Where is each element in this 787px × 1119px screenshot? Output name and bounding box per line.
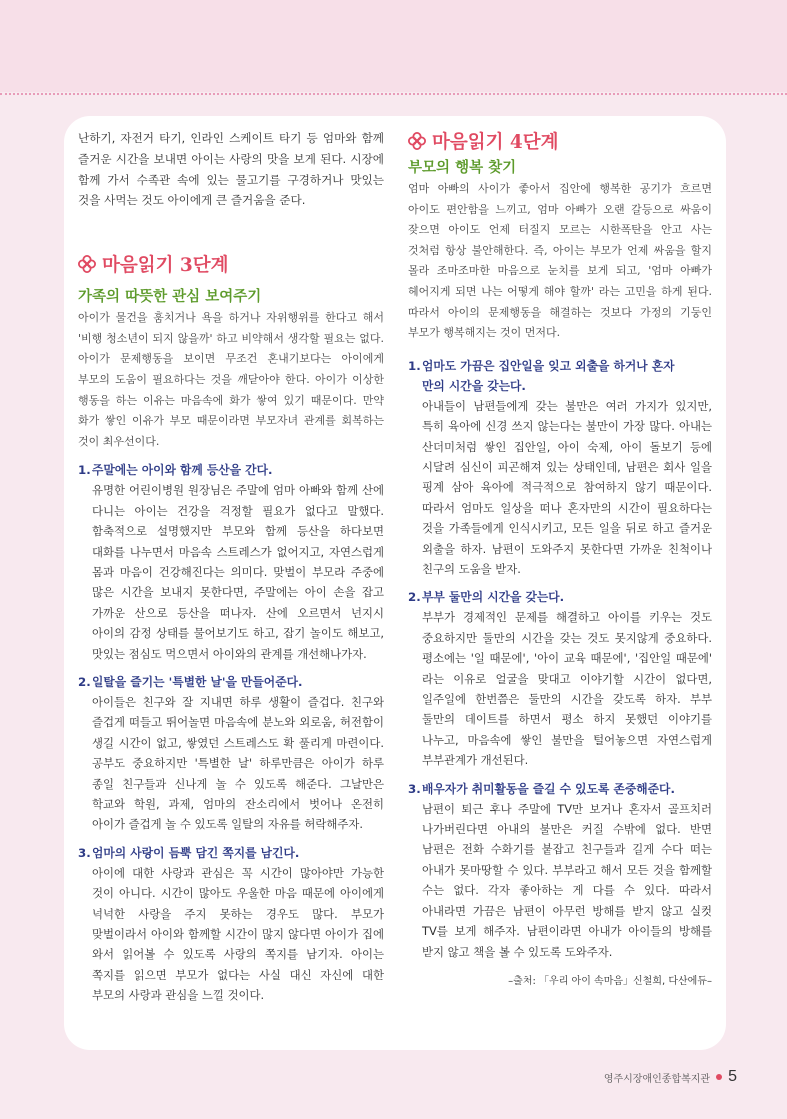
item-number: 2. xyxy=(408,590,421,605)
item-heading xyxy=(78,460,384,480)
organization-name: 영주시장애인종합복지관 xyxy=(603,1073,711,1085)
stage3-heading xyxy=(78,251,384,277)
stage3-subtitle: 가족의 따뜻한 관심 보여주기 xyxy=(78,289,262,306)
item-heading-text: 부부 둘만의 시간을 갖는다. xyxy=(422,590,565,605)
stage4-body: 엄마 아빠의 사이가 좋아서 집안에 행복한 공기가 흐르면 아이도 편안함을 느끼고, 엄마 아빠가 오랜 갈등으로 싸움이 잦으면 아이도 언제 터질지 모르는 시한폭탄을 안고 사는 것처럼 항상 불안해한다. 즉, 아이는 부모가 언제 싸움을 할지 몰라 조마조마한 마음으로 눈치를 보게 되고, '엄마 아빠가 헤어지게 되면 나는 어떻게 해야 할까' 라는 고민을 하게 된다. 따라서 아이의 문제행동을 해결하는 것보다 가정의 기둥인 부모가 행복해지는 것이 먼저다. xyxy=(408,182,712,340)
flower-icon xyxy=(408,132,426,150)
item-number: 3. xyxy=(408,781,421,796)
page-footer xyxy=(604,1068,737,1086)
source-citation: –출처: 「우리 아이 속마음」신철희, 다산에듀– xyxy=(508,975,712,987)
intro-paragraph: 난하기, 자전거 타기, 인라인 스케이트 타기 등 엄마와 함께 즐거운 시간을 보내면 아이는 사랑의 맛을 보게 된다. 시장에 함께 가서 수족관 속에 있는 물고기를 구경하거나 맛있는 것을 사먹는 것도 아이에게 큰 즐거움을 준다. xyxy=(78,131,384,208)
left-column xyxy=(78,128,384,1006)
right-column xyxy=(408,128,712,987)
item-heading-text: 주말에는 아이와 함께 등산을 간다. xyxy=(92,463,273,478)
item-number: 3. xyxy=(78,845,91,860)
list-item xyxy=(78,672,384,835)
stage4-title: 마음읽기 4단계 xyxy=(432,132,559,153)
list-item xyxy=(78,843,384,1006)
item-body: 부부가 경제적인 문제를 해결하고 아이를 키우는 것도 중요하지만 둘만의 시간을 갖는 것도 못지않게 중요하다. 평소에는 '일 때문에', '아이 교육 때문에', '집안일 때문에' 라는 이유로 얼굴을 맞대고 이야기할 시간이 없다면, 일주일에 한번쯤은 둘만의 시간을 갖도록 하자. 부부 둘만의 데이트를 하면서 평소 하지 못했던 이야기를 나누고, 마음속에 쌓인 불만을 털어놓으면 자연스럽게 부부관계가 개선된다. xyxy=(422,610,712,768)
item-number: 1. xyxy=(408,358,421,373)
item-number: 2. xyxy=(78,675,91,689)
page-number: 5 xyxy=(728,1068,737,1085)
item-body: 남편이 퇴근 후나 주말에 TV만 보거나 혼자서 골프치러 나가버린다면 아내의 불만은 커질 수밖에 없다. 반면 남편은 전화 수화기를 붙잡고 친구들과 길게 수다 떠는 아내가 못마땅할 수 있다. 부부라고 해서 모든 것을 함께할 수는 없다. 각자 좋아하는 게 다를 수 있다. 따라서 아내라면 가끔은 남편이 아무런 방해를 받지 않고 실컷 TV를 보게 해주자. 남편이라면 아내가 아이들의 방해를 받지 않고 책을 볼 수 있도록 도와주자. xyxy=(422,801,712,959)
list-item xyxy=(78,460,384,664)
stage3-body: 아이가 물건을 훔치거나 욕을 하거나 자위행위를 한다고 해서 '비행 청소년이 되지 않을까' 하고 비약해서 생각할 필요는 없다. 아이가 문제행동을 보이면 무조건 혼내기보다는 아이에게 부모의 도움이 필요하다는 것을 깨닫아야 한다. 아이가 이상한 행동을 하는 이유는 마음속에 화가 쌓여 있기 때문이다. 만약 화가 쌓인 이유가 부모 때문이라면 부모자녀 관계를 회복하는 것이 최우선이다. xyxy=(78,311,384,448)
item-heading xyxy=(408,779,712,799)
stage4-subtitle: 부모의 행복 찾기 xyxy=(408,160,517,176)
item-heading-text: 일탈을 즐기는 '특별한 날'을 만들어준다. xyxy=(92,675,303,689)
item-body: 아내들이 남편들에게 갖는 불만은 여러 가지가 있지만, 특히 육아에 신경 쓰지 않는다는 불만이 가장 많다. 아내는 산더미처럼 쌓인 집안일, 아이 숙제, 아이 돌보기 등에 시달려 심신이 피곤해져 있는 상태인데, 남편은 회사 일을 핑계 삼아 육아에 적극적으로 참여하지 않기 때문이다. 따라서 엄마도 일상을 떠나 혼자만의 시간이 필요하다는 것을 가족들에게 인식시키고, 모든 일을 뒤로 하고 즐거운 외출을 하자. 남편이 도와주지 못한다면 가까운 친척이나 친구의 도움을 받자. xyxy=(422,398,712,576)
item-heading xyxy=(408,587,712,607)
item-heading xyxy=(78,843,384,863)
item-heading xyxy=(408,356,712,376)
item-number: 1. xyxy=(78,463,91,478)
item-body: 아이에 대한 사랑과 관심은 꼭 시간이 많아야만 가능한 것이 아니다. 시간이 많아도 우울한 마음 때문에 아이에게 넉넉한 사랑을 주지 못하는 경우도 많다. 부모가 맞벌이라서 아이와 함께할 시간이 많지 않다면 아이가 집에 와서 읽어볼 수 있도록 사랑의 쪽지를 남기자. 아이는 쪽지를 읽으면 부모가 없다는 사실 대신 자신에 대한 부모의 사랑과 관심을 느낄 것이다. xyxy=(92,865,384,1003)
item-heading-text: 엄마도 가끔은 집안일을 잊고 외출을 하거나 혼자 xyxy=(422,358,675,373)
item-body: 아이들은 친구와 잘 지내면 하루 생활이 즐겁다. 친구와 즐겁게 떠들고 뛰어놀면 마음속에 분노와 외로움, 허전함이 생길 시간이 없고, 쌓였던 스트레스도 확 풀리게 마련이다. 공부도 중요하지만 '특별한 날' 하루만큼은 아이가 하루 종일 친구들과 신나게 놀 수 있도록 해준다. 그날만은 학교와 학원, 과제, 엄마의 잔소리에서 벗어나 온전히 아이가 즐겁게 놀 수 있도록 일탈의 자유를 허락해주자. xyxy=(92,695,384,832)
top-banner xyxy=(0,0,787,92)
stage4-heading xyxy=(408,128,712,154)
list-item xyxy=(408,779,712,962)
item-heading-text: 배우자가 취미활동을 즐길 수 있도록 존중해준다. xyxy=(422,781,675,796)
list-item xyxy=(408,356,712,580)
item-body: 유명한 어린이병원 원장님은 주말에 엄마 아빠와 함께 산에 다니는 아이는 건강을 걱정할 필요가 없다고 말했다. 함축적으로 설명했지만 부모와 함께 등산을 하다보면 대화를 나누면서 마음속 스트레스가 없어지고, 자연스럽게 몸과 마음이 건강해진다는 의미다. 맞벌이 부모라 주중에 많은 시간을 보내지 못한다면, 주말에는 아이 손을 잡고 가까운 산으로 등산을 떠나자. 산에 오르면서 넌지시 아이의 감정 상태를 물어보기도 하고, 잡기 놀이도 해보고, 맛있는 점심도 먹으면서 아이와의 관계를 개선해나가자. xyxy=(92,483,384,661)
list-item xyxy=(408,587,712,770)
bullet-dot-icon xyxy=(716,1074,722,1080)
flower-icon xyxy=(78,255,96,273)
dotted-divider xyxy=(0,93,787,95)
item-heading-text: 엄마의 사랑이 듬뿍 담긴 쪽지를 남긴다. xyxy=(92,845,300,860)
stage3-title: 마음읽기 3단계 xyxy=(102,255,229,277)
item-heading xyxy=(78,672,384,692)
item-heading-line2: 만의 시간을 갖는다. xyxy=(422,378,526,393)
